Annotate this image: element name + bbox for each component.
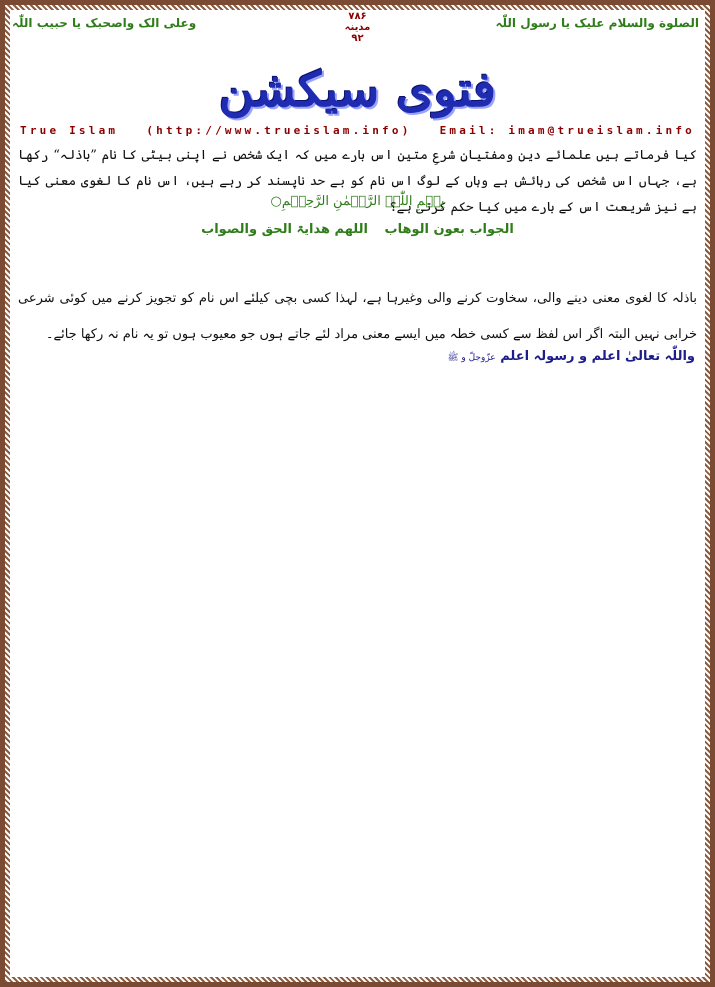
contact-line (20, 124, 695, 137)
answer-text: باذلہ کا لغوی معنی دینے والی، سخاوت کرنے والی وغیرہا ہے، لہذا کسی بچی کیلئے اس نام کو تجویز کرنے میں کوئی شرعی خرابی نہیں البتہ اگر اس لفظ سے کسی خطہ میں ایسے معنی مراد لئے جاتے ہوں جو معیوب ہوں تو یہ نام نہ رکھا جائے۔ (18, 291, 697, 342)
answer-heading-part1: الجواب بعون الوھاب (384, 222, 514, 237)
center-word: مدینہ (344, 22, 371, 33)
center-number: ۹۲ (351, 33, 364, 44)
closing-text: واللّٰہ تعالیٰ اعلم و رسولہ اعلم (500, 349, 695, 364)
closing-line (448, 349, 695, 365)
site-url-link[interactable]: (http://www.trueislam.info) (146, 124, 412, 137)
bismillah: بِسۡمِ اللّٰہِ الرَّحۡمٰنِ الرَّحِیۡمِ○ (270, 194, 445, 209)
salutation-right: الصلوة والسلام علیک یا رسول اللّٰہ (495, 16, 699, 30)
fatwa-number: ۷۸۶ (348, 11, 367, 22)
email-link[interactable]: Email: imam@trueislam.info (439, 124, 695, 137)
question-text: کیا فرماتے ہیں علمائے دین ومفتیانِ شرعِ متین اس بارے میں کہ ایک شخص نے اپنی بیٹی کا نام ”باذلہ“ رکھا ہے، جہاں اس شخص کی رہائش ہے وہاں کے لوگ اس نام کو بے حد ناپسند کر رہے ہیں، اس نام کا لغوی معنی کیا ہے نیز شریعت اس کے بارے میں کیا حکم کرتی ہے؟ (18, 148, 697, 215)
page-content (10, 10, 705, 977)
site-name: True Islam (20, 124, 119, 137)
salutation-left: وعلی الک واصحبک یا حبیب اللّٰہ (12, 16, 197, 30)
page-title: فتوی سیکشن (218, 62, 497, 118)
honorific: عزّوجلّ و ﷺ (447, 353, 496, 363)
answer-heading (10, 222, 705, 237)
answer-heading-part2: اللھم ھدایۃ الحق والصواب (201, 222, 368, 237)
